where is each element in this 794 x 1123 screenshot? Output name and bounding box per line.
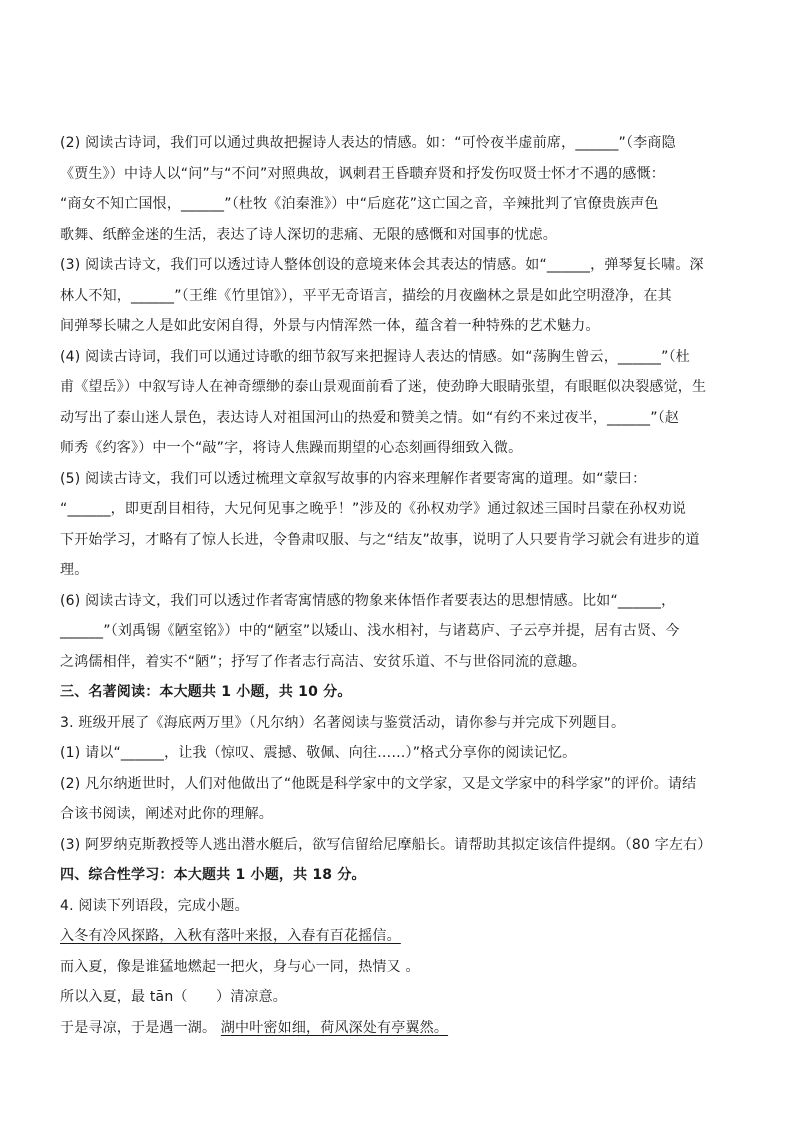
text-line: (6) 阅读古诗文，我们可以透过作者寄寓情感的物象来体悟作者要表达的思想情感。比如“______， [60,592,676,609]
text-line: 歌舞、纸醉金迷的生活，表达了诗人深切的悲痛、无限的感慨和对国事的忧虑。 [60,226,557,243]
text-line: (4) 阅读古诗词，我们可以通过诗歌的细节叙写来把握诗人表达的情感。如“荡胸生曾云，______”（杜 [60,348,690,365]
passage-plain-text: 于是寻凉，于是遇一湖。 [60,1019,217,1036]
passage-line-underlined: 入冬有冷风探路，入秋有落叶来报，入春有百花摇信。 [60,928,401,944]
text-line: (3) 阅读古诗文，我们可以透过诗人整体创设的意境来体会其表达的情感。如“______，弹琴复长啸。深 [60,257,704,273]
text-line: 下开始学习，才略有了惊人长进，令鲁肃叹服、与之“结友”故事，说明了人只要肯学习就会有进步的道 [60,531,700,548]
text-line: 动写出了泰山迷人景色，表达诗人对祖国河山的热爱和赞美之情。如“有约不来过夜半，______”（赵 [60,409,680,426]
passage-line: 而入夏，像是谁猛地燃起一把火，身与心一同，热情又 。 [60,958,420,975]
passage-line-mixed [60,1013,720,1044]
section-heading-3: 三、名著阅读：本大题共 1 小题，共 10 分。 [60,684,352,700]
question-3-line: (1) 请以“______，让我（惊叹、震撼、敬佩、向往……）”格式分享你的阅读记忆。 [60,745,577,761]
text-line: “商女不知亡国恨，______”（杜牧《泊秦淮》）中“后庭花”这亡国之音，辛辣批判了官僚贵族声色 [60,196,659,212]
section-heading-4: 四、综合性学习：本大题共 1 小题，共 18 分。 [60,867,366,883]
text-line: (5) 阅读古诗文，我们可以透过梳理文章叙写故事的内容来理解作者要寄寓的道理。如“蒙曰： [60,470,647,487]
passage-line: 所以入夏，最 tān（ ）清凉意。 [60,989,287,1005]
exam-page [60,128,720,1043]
question-4-intro: 4. 阅读下列语段，完成小题。 [60,897,249,914]
question-3-line: (2) 凡尔纳逝世时，人们对他做出了“他既是科学家中的文学家，又是文学家中的科学家”的评价。请结 [60,775,697,792]
question-3-line: 3. 班级开展了《海底两万里》（凡尔纳）名著阅读与鉴赏活动，请你参与并完成下列题目。 [60,714,626,731]
text-line: 师秀《约客》）中一个“敲”字，将诗人焦躁而期望的心态刻画得细致入微。 [60,440,523,456]
text-line: (2) 阅读古诗词，我们可以通过典故把握诗人表达的情感。如：“可怜夜半虚前席，______”（李商隐 [60,135,676,151]
text-line: ______”（刘禹锡《陋室铭》）中的“陋室”以矮山、浅水相衬，与诸葛庐、子云亭并提，居有古贤、今 [60,623,680,639]
text-line: 甫《望岳》）中叙写诗人在神奇缥缈的泰山景观面前看了迷，使劲睁大眼睛张望，有眼眶似决裂感觉，生 [60,379,707,395]
text-line: 《贾生》）中诗人以“问”与“不问”对照典故，讽刺君王昏聩弃贤和抒发伤叹贤士怀才不遇的感慨： [60,165,666,182]
text-line: 间弹琴长啸之人是如此安闲自得，外景与内情浑然一体，蕴含着一种特殊的艺术魅力。 [60,318,600,334]
passage-underlined-text: 湖中叶密如细，荷风深处有亭翼然。 [220,1019,449,1036]
text-line: 之鸿儒相伴，着实不“陋”；抒写了作者志行高洁、安贫乐道、不与世俗同流的意趣。 [60,653,587,670]
text-line: 理。 [60,562,89,578]
question-3-line: 合该书阅读，阐述对此你的理解。 [60,806,273,822]
text-line: 林人不知，______”（王维《竹里馆》），平平无奇语言，描绘的月夜幽林之景是如此空明澄净，在其 [60,287,672,304]
question-3-line: (3) 阿罗纳克斯教授等人逃出潜水艇后，欲写信留给尼摩船长。请帮助其拟定该信件提纲。（80 字左右） [60,836,712,853]
text-line: “______，即更刮目相待，大兄何见事之晚乎！”涉及的《孙权劝学》通过叙述三国时吕蒙在孙权劝说 [60,501,687,517]
